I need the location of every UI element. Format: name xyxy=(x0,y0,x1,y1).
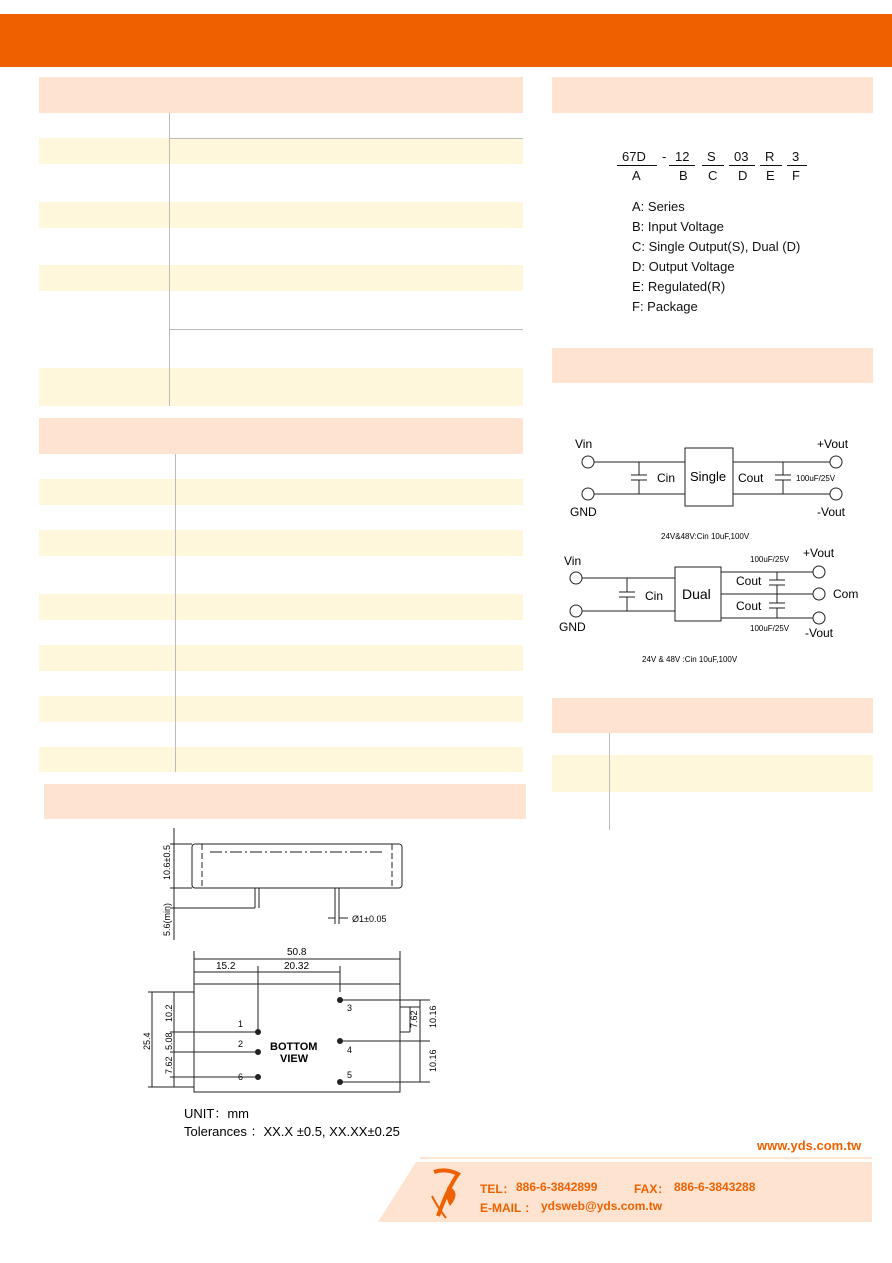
label-gnd: GND xyxy=(570,505,597,519)
label-cin: Cin xyxy=(645,589,664,603)
email-value[interactable]: ydsweb@yds.com.tw xyxy=(541,1199,663,1213)
table-row xyxy=(39,202,523,228)
pn-legend-item: F: Package xyxy=(632,299,698,314)
dim-10-16-top: 10.16 xyxy=(428,1005,438,1028)
email-label: E-MAIL ： xyxy=(480,1201,537,1215)
pn-underline xyxy=(669,165,695,166)
footer-divider xyxy=(420,1157,872,1159)
pin-label: 3 xyxy=(347,1003,353,1013)
table-divider xyxy=(170,329,523,330)
dim-length: 50.8 xyxy=(287,947,307,958)
pin-label: 6 xyxy=(238,1072,244,1082)
table-row xyxy=(39,368,523,406)
table-divider xyxy=(170,138,523,139)
pn-letter-d: D xyxy=(738,168,748,183)
label-vout-neg: -Vout xyxy=(805,626,834,640)
circuit-dual-diagram xyxy=(555,545,875,670)
label-vout-pos: +Vout xyxy=(817,437,849,451)
fax-label: FAX： xyxy=(634,1182,670,1196)
label-com: Com xyxy=(833,587,859,601)
pn-code-d: 03 xyxy=(734,149,749,164)
dim-pin-length: 5.6(min) xyxy=(162,902,172,936)
top-banner xyxy=(0,14,892,67)
pn-letter-f: F xyxy=(792,168,800,183)
dim-10-2: 10.2 xyxy=(164,1004,174,1022)
bottom-view-label: BOTTOM xyxy=(270,1041,318,1053)
table-row xyxy=(39,479,523,505)
label-vout-pos: +Vout xyxy=(803,546,835,560)
dim-7-62-left: 7.62 xyxy=(164,1056,174,1074)
bottom-view-label: VIEW xyxy=(280,1053,309,1065)
pn-code-f: 3 xyxy=(792,149,800,164)
pn-code-a: 67D xyxy=(622,149,646,164)
table-column-divider xyxy=(169,113,170,406)
pin-label: 5 xyxy=(347,1070,353,1080)
pn-code-c: S xyxy=(707,149,716,164)
website-link[interactable]: www.yds.com.tw xyxy=(757,1138,862,1153)
company-logo-icon xyxy=(428,1166,464,1220)
pn-legend-item: C: Single Output(S), Dual (D) xyxy=(632,239,801,254)
pin-label: 1 xyxy=(238,1019,244,1029)
pin-label: 2 xyxy=(238,1039,244,1049)
table-row xyxy=(39,696,523,722)
label-cout-bottom: Cout xyxy=(736,599,762,613)
label-cout: Cout xyxy=(738,471,764,485)
table-row xyxy=(39,594,523,620)
pn-underline xyxy=(617,165,657,166)
table-row xyxy=(39,265,523,291)
label-cap: 100uF/25V xyxy=(796,474,836,483)
label-vin: Vin xyxy=(564,554,582,568)
table-row xyxy=(39,645,523,671)
pn-legend-item: D: Output Voltage xyxy=(632,259,735,274)
pn-letter-e: E xyxy=(766,168,775,183)
label-cap-bottom: 100uF/25V xyxy=(750,624,790,633)
pn-legend-item: B: Input Voltage xyxy=(632,219,724,234)
pn-underline xyxy=(702,165,724,166)
pn-letter-c: C xyxy=(708,168,718,183)
pn-underline xyxy=(787,165,807,166)
label-vout-neg: -Vout xyxy=(817,505,846,519)
table-column-divider xyxy=(175,454,176,772)
pn-legend-item: E: Regulated(R) xyxy=(632,279,726,294)
dim-7-62-right: 7.62 xyxy=(409,1010,419,1028)
label-vin: Vin xyxy=(575,437,593,451)
dim-pin-diameter: Ø1±0.05 xyxy=(352,914,387,924)
pn-letter-b: B xyxy=(679,168,688,183)
section-header-part-number xyxy=(552,77,873,113)
pn-underline xyxy=(760,165,782,166)
fax-value: 886-6-3843288 xyxy=(674,1180,756,1194)
tel-value: 886-6-3842899 xyxy=(516,1180,598,1194)
label-cap-top: 100uF/25V xyxy=(750,555,790,564)
circuit-single-diagram xyxy=(555,430,875,545)
section-header-mechanical xyxy=(44,784,526,819)
table-row xyxy=(39,530,523,556)
pn-legend-item: A: Series xyxy=(632,199,685,214)
section-header-output-specs xyxy=(39,418,523,454)
table-row xyxy=(552,755,873,792)
section-header-environment xyxy=(552,698,873,733)
mechanical-drawing xyxy=(130,822,450,1147)
dim-20-32: 20.32 xyxy=(284,961,310,972)
section-header-input-specs xyxy=(39,77,523,113)
pin-label: 4 xyxy=(347,1045,353,1055)
label-dual: Dual xyxy=(682,586,711,602)
tolerances-label: Tolerances ：XX.X ±0.5, XX.XX±0.25 xyxy=(184,1124,400,1139)
dim-15-2: 15.2 xyxy=(216,961,236,972)
unit-label: UNIT：mm xyxy=(184,1106,249,1121)
dim-10-16-bottom: 10.16 xyxy=(428,1049,438,1072)
circuit-note: 24V&48V:Cin 10uF,100V xyxy=(661,532,750,541)
table-row xyxy=(39,138,523,164)
dim-height: 10.6±0.5 xyxy=(162,845,172,880)
label-cin: Cin xyxy=(657,471,676,485)
pn-separator: - xyxy=(662,149,667,164)
label-cout-top: Cout xyxy=(736,574,762,588)
table-row xyxy=(39,747,523,772)
tel-label: TEL： xyxy=(480,1182,515,1196)
pn-legend xyxy=(632,197,800,317)
pn-code-b: 12 xyxy=(675,149,690,164)
section-header-connection xyxy=(552,348,873,383)
table-column-divider xyxy=(609,733,610,830)
dim-5-08: 5.08 xyxy=(164,1032,174,1050)
label-single: Single xyxy=(690,469,727,484)
circuit-note: 24V & 48V :Cin 10uF,100V xyxy=(642,655,738,664)
pn-code-e: R xyxy=(765,149,775,164)
pn-underline xyxy=(729,165,755,166)
dim-width: 25.4 xyxy=(142,1032,152,1050)
pn-letter-a: A xyxy=(632,168,641,183)
label-gnd: GND xyxy=(559,620,586,634)
